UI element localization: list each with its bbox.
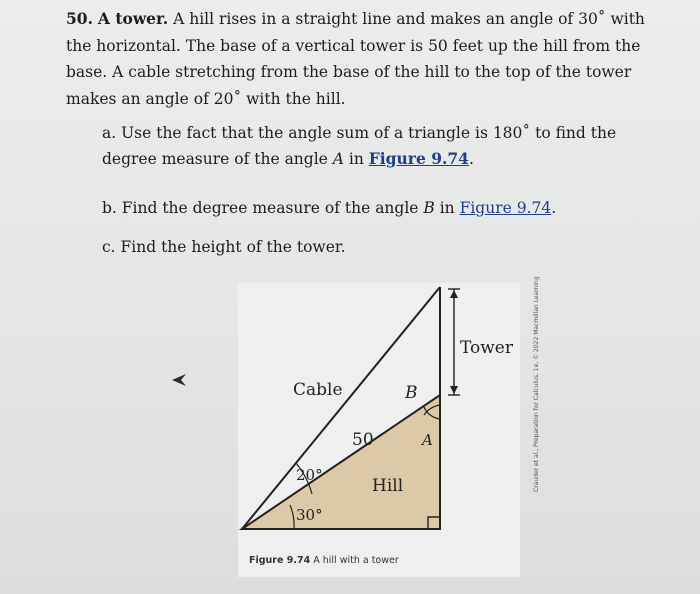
figure-credit: Crauder et al., Preparation for Calculus, 1e, © 2022 Macmillan Learning: [533, 276, 540, 492]
problem-statement: [66, 6, 646, 112]
caption-text: A hill with a tower: [313, 555, 399, 566]
problem-name: A tower.: [97, 9, 169, 28]
part-b-end: .: [551, 199, 557, 217]
hill-tower-diagram: [238, 283, 520, 577]
part-c-text: c. Find the height of the tower.: [102, 238, 346, 256]
angle-30-label: 30°: [296, 506, 323, 524]
cable-label: Cable: [293, 380, 343, 400]
angle-b-label: B: [405, 383, 418, 403]
part-a-variable: A: [332, 150, 344, 168]
tower-arrow-down: [450, 386, 458, 394]
part-c: [102, 234, 622, 260]
problem-number: 50.: [66, 9, 93, 28]
figure-panel: [238, 283, 520, 577]
figure-caption: [249, 555, 399, 566]
tower-arrow-up: [450, 290, 458, 298]
part-b-mid: in: [434, 199, 460, 217]
figure-link-b[interactable]: Figure 9.74: [459, 199, 552, 217]
part-b-text: b. Find the degree measure of the angle: [102, 199, 424, 217]
hill-label: Hill: [372, 476, 404, 496]
part-a-mid: in: [343, 150, 369, 168]
part-a: [102, 120, 622, 172]
cursor-arrow-icon: [172, 372, 188, 388]
part-a-end: .: [468, 150, 474, 168]
figure-link-a[interactable]: Figure 9.74: [368, 149, 469, 168]
length-50-label: 50: [352, 430, 374, 450]
angle-a-label: A: [422, 431, 433, 449]
hill-shape: [242, 395, 440, 529]
tower-label: Tower: [460, 338, 513, 358]
part-a-text: a. Use the fact that the angle sum of a triangle is 180˚ to find the degree measure of the angle: [102, 124, 617, 168]
angle-20-label: 20°: [296, 466, 323, 484]
part-b: [102, 195, 622, 221]
problem-text: A hill rises in a straight line and makes an angle of 30˚ with the horizontal. The base of a vertical tower is 50 feet up the hill from the base. A cable stretching from the base of the hill to the top of the tower makes an angle of 20˚ with the hill.: [66, 10, 645, 108]
caption-figure-number: Figure 9.74: [249, 555, 311, 566]
part-b-variable: B: [423, 199, 435, 217]
